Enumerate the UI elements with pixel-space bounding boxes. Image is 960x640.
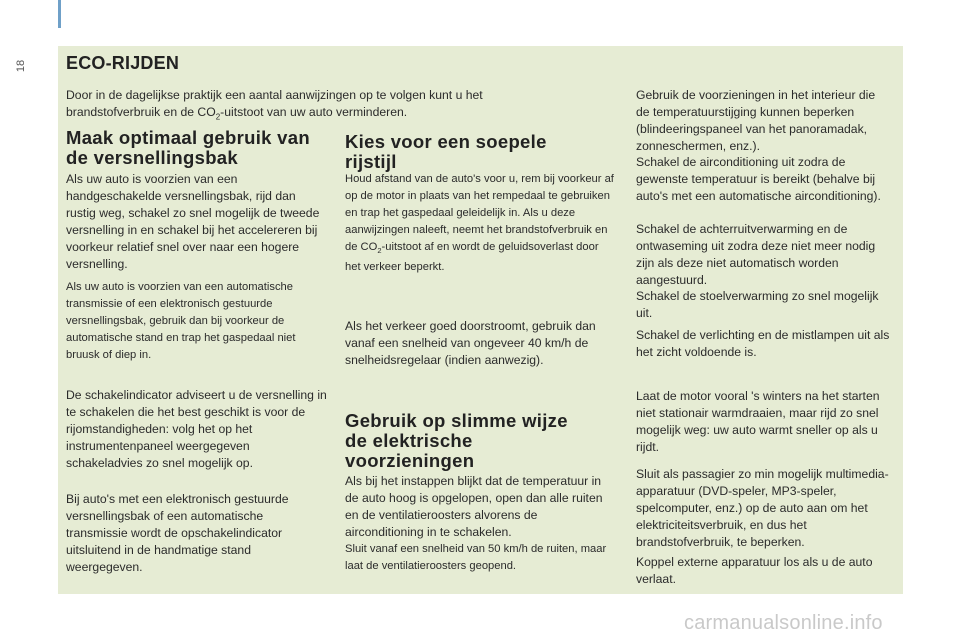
electrical-paragraph-1: Als bij het instappen blijkt dat de temperatuur in de auto hoog is opgelopen, open dan alle ruiten en de ventilatieroosters alvorens de airconditioning in te schakelen.: [345, 474, 603, 539]
driving-style-paragraph-1: Houd afstand van de auto's voor u, rem bij voorkeur af op de motor in plaats van het rempedaal te gebruiken en trap het gaspedaal geleidelijk in. Als u deze aanwijzingen naleeft, neemt het brandstofverbruik en de $CO_2$-uitstoot af en wordt de geluidsoverlast door het verkeer beperkt.: [345, 173, 614, 274]
page-edge-line: [58, 0, 61, 28]
gearbox-paragraph-2: Als uw auto is voorzien van een automatische transmissie of een elektronisch gestuurde versnellingsbak, gebruik dan bij voorkeur de automatische stand en trap het gaspedaal niet bruusk of diep in.: [66, 281, 296, 361]
interior-paragraph-4: Schakel de stoelverwarming zo snel mogelijk uit.: [636, 289, 879, 320]
electrical-paragraph-2: Sluit vanaf een snelheid van 50 km/h de ruiten, maar laat de ventilatieroosters geopend.: [345, 543, 607, 572]
heading-electrical: Gebruik op slimme wijze de elektrische voorzieningen: [345, 410, 568, 471]
driving-style-paragraph-2: Als het verkeer goed doorstroomt, gebruik dan vanaf een snelheid van ongeveer 40 km/h de snelheidsregelaar (indien aanwezig).: [345, 319, 596, 367]
interior-paragraph-5: Schakel de verlichting en de mistlampen uit als het zicht voldoende is.: [636, 328, 890, 359]
gearbox-paragraph-3: De schakelindicator adviseert u de versnelling in te schakelen die het best geschikt is voor de rijomstandigheden: volg het op het instrumentenpaneel weergegeven schakeladvies zo snel mogelijk op.: [66, 388, 327, 470]
interior-paragraph-1: Gebruik de voorzieningen in het interieur die de temperatuurstijging kunnen beperken (blindeeringspaneel van het panoramadak, zonneschermen, enz.).: [636, 88, 876, 153]
heading-gearbox: Maak optimaal gebruik van de versnellingsbak: [66, 127, 310, 168]
page-title: ECO-RIJDEN: [66, 53, 180, 73]
interior-paragraph-8: Koppel externe apparatuur los als u de auto verlaat.: [636, 555, 873, 586]
interior-paragraph-2: Schakel de airconditioning uit zodra de gewenste temperatuur is bereikt (behalve bij auto's met een automatische airconditioning).: [636, 155, 881, 203]
gearbox-paragraph-1: Als uw auto is voorzien van een handgeschakelde versnellingsbak, rijd dan rustig weg, schakel zo snel mogelijk de tweede versnelling in en schakel bij het accelereren bij voorkeur relatief snel over naar een hogere versnelling.: [66, 172, 320, 271]
interior-paragraph-3: Schakel de achterruitverwarming en de ontwaseming uit zodra deze niet meer nodig zijn als deze niet automatisch worden aangestuurd.: [636, 222, 876, 287]
page-number: 18: [15, 59, 27, 73]
interior-paragraph-6: Laat de motor vooral 's winters na het starten niet stationair warmdraaien, maar rijd zo snel mogelijk weg: uw auto warmt sneller op als u rijdt.: [636, 389, 880, 454]
gearbox-paragraph-4: Bij auto's met een elektronisch gestuurde versnellingsbak of een automatische transmissie wordt de opschakelindicator uitsluitend in de handmatige stand weergegeven.: [66, 492, 289, 574]
heading-driving-style: Kies voor een soepele rijstijl: [345, 131, 547, 172]
watermark: carmanualsonline.info: [684, 612, 883, 634]
intro-paragraph: Door in de dagelijkse praktijk een aantal aanwijzingen op te volgen kunt u het brandstofverbruik en de $CO_2$-uitstoot van uw auto verminderen.: [66, 88, 483, 122]
interior-paragraph-7: Sluit als passagier zo min mogelijk multimedia-apparatuur (DVD-speler, MP3-speler, spelcomputer, enz.) op de auto aan om het elektriciteitsverbruik, en dus het brandstofverbruik, te beperken.: [636, 467, 889, 549]
